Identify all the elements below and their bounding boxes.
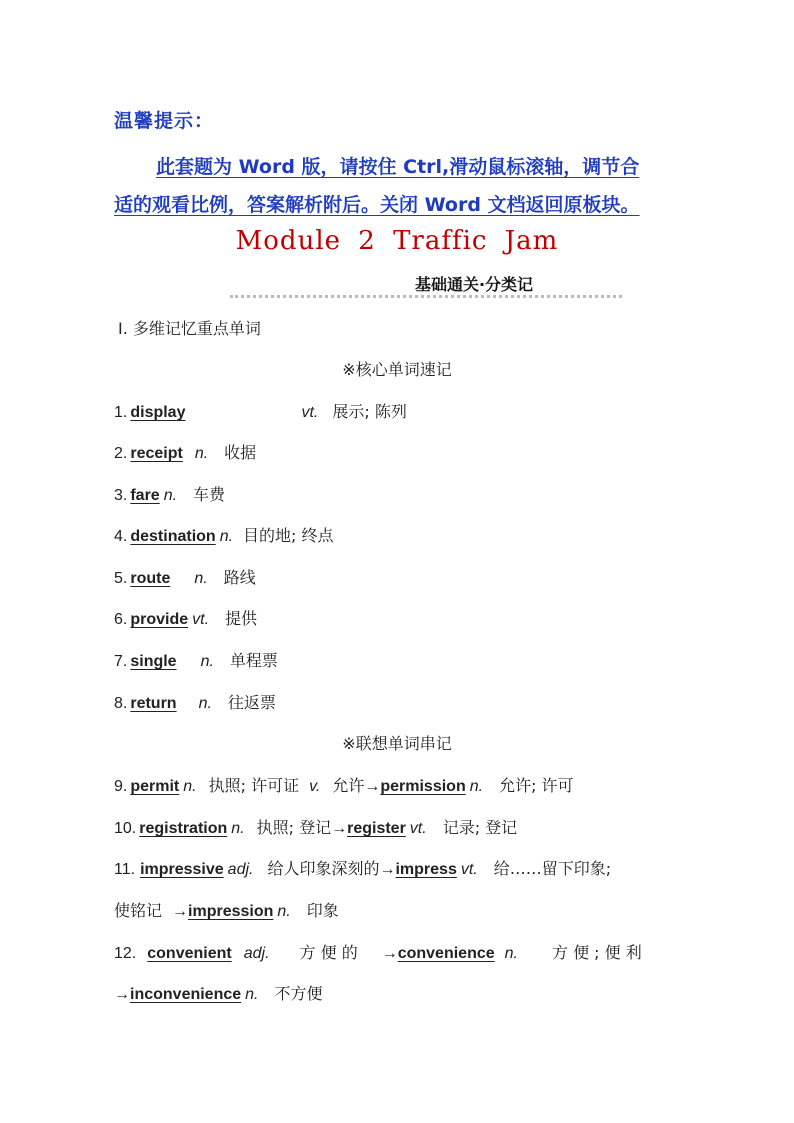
word-meaning: 允许; 许可	[499, 776, 574, 795]
word-pos: vt.	[409, 820, 427, 837]
word-row-continued	[114, 898, 339, 921]
word-pos: n.	[183, 778, 197, 795]
word-meaning: 提供	[225, 609, 258, 628]
arrow-icon: →	[331, 820, 348, 837]
word-term: destination	[130, 528, 216, 545]
word-row-continued	[114, 981, 323, 1004]
derived-word: impression	[188, 903, 274, 920]
word-number: 7.	[114, 653, 128, 670]
module-title: Module 2 Traffic Jam	[235, 226, 559, 256]
word-meaning: 允许	[332, 776, 365, 795]
word-meaning: 执照; 登记	[256, 818, 332, 837]
word-number: 9.	[114, 778, 128, 795]
word-row	[114, 482, 225, 505]
word-term: fare	[130, 487, 160, 504]
assoc-words-heading: ※联想单词串记	[342, 734, 452, 753]
word-pos: v.	[309, 778, 321, 795]
word-meaning: 单程票	[229, 651, 278, 670]
word-term: permit	[130, 778, 180, 795]
word-row	[114, 440, 256, 463]
dotted-divider	[230, 295, 622, 298]
word-term: impressive	[140, 861, 224, 878]
word-pos: vt.	[192, 611, 210, 628]
derived-word: permission	[380, 778, 466, 795]
word-pos: n.	[200, 653, 214, 670]
word-row	[114, 523, 334, 546]
word-pos: n.	[245, 986, 259, 1003]
word-term: display	[130, 404, 186, 421]
word-term: return	[130, 695, 177, 712]
word-meaning: 方 便 ; 便 利	[551, 943, 642, 962]
word-pos: vt.	[460, 861, 478, 878]
word-pos: n.	[231, 820, 245, 837]
word-pos: n.	[504, 945, 518, 962]
tip-line-2: 适的观看比例，答案解析附后。关闭 Word 文档返回原板块。	[114, 194, 640, 216]
word-term: route	[130, 570, 171, 587]
word-meaning: 收据	[224, 443, 257, 462]
section-label: 基础通关·分类记	[414, 275, 534, 294]
word-row	[114, 856, 611, 879]
word-meaning: 往返票	[227, 693, 276, 712]
tip-body	[114, 148, 692, 224]
arrow-icon: →	[379, 861, 396, 878]
word-number: 3.	[114, 487, 128, 504]
word-row	[114, 690, 276, 713]
word-number: 10.	[114, 820, 137, 837]
word-pos: n.	[469, 778, 484, 795]
tip-line-1: 此套题为 Word 版，请按住 Ctrl,滑动鼠标滚轴，调节合	[156, 156, 640, 178]
word-meaning: 路线	[223, 568, 256, 587]
word-meaning: 使铭记	[114, 901, 163, 920]
word-number: 6.	[114, 611, 128, 628]
word-term: convenient	[147, 945, 232, 962]
word-number: 1.	[114, 404, 128, 421]
word-row	[114, 606, 257, 629]
word-row	[114, 648, 278, 671]
word-meaning: 展示; 陈列	[332, 402, 407, 421]
section-banner	[230, 272, 622, 296]
arrow-icon: →	[172, 903, 189, 920]
word-meaning: 给……留下印象;	[493, 859, 612, 878]
part1-heading: Ⅰ. 多维记忆重点单词	[118, 319, 261, 338]
arrow-icon: →	[364, 778, 381, 795]
word-meaning: 方 便 的	[299, 943, 358, 962]
word-row	[114, 940, 642, 963]
word-meaning: 执照; 许可证	[208, 776, 300, 795]
word-row	[114, 773, 574, 796]
word-meaning: 记录; 登记	[442, 818, 518, 837]
word-meaning: 车费	[193, 485, 226, 504]
word-pos: vt.	[301, 404, 319, 421]
word-meaning: 给人印象深刻的	[267, 859, 380, 878]
word-term: receipt	[130, 445, 183, 462]
word-pos: adj.	[243, 945, 270, 962]
arrow-icon: →	[114, 986, 130, 1003]
arrow-icon: →	[381, 945, 398, 962]
word-number: 5.	[114, 570, 128, 587]
word-pos: n.	[194, 570, 208, 587]
core-words-heading: ※核心单词速记	[342, 360, 452, 379]
word-pos: n.	[194, 445, 209, 462]
derived-word: impress	[395, 861, 457, 878]
word-pos: n.	[198, 695, 212, 712]
tip-title: 温馨提示：	[114, 110, 215, 132]
word-number: 2.	[114, 445, 128, 462]
word-number: 8.	[114, 695, 128, 712]
word-pos: n.	[277, 903, 291, 920]
word-meaning: 印象	[306, 901, 339, 920]
derived-word: register	[347, 820, 406, 837]
word-row	[114, 815, 517, 838]
word-pos: n.	[219, 528, 234, 545]
word-term: single	[130, 653, 177, 670]
word-meaning: 目的地; 终点	[243, 526, 334, 545]
word-row	[114, 565, 256, 588]
word-number: 11.	[114, 861, 136, 878]
derived-word: inconvenience	[130, 986, 242, 1003]
word-number: 12.	[114, 945, 137, 962]
word-row	[114, 399, 407, 422]
word-term: registration	[139, 820, 228, 837]
word-pos: n.	[163, 487, 178, 504]
word-term: provide	[130, 611, 189, 628]
word-pos: adj.	[227, 861, 254, 878]
word-meaning: 不方便	[274, 984, 323, 1003]
derived-word: convenience	[397, 945, 495, 962]
word-number: 4.	[114, 528, 128, 545]
